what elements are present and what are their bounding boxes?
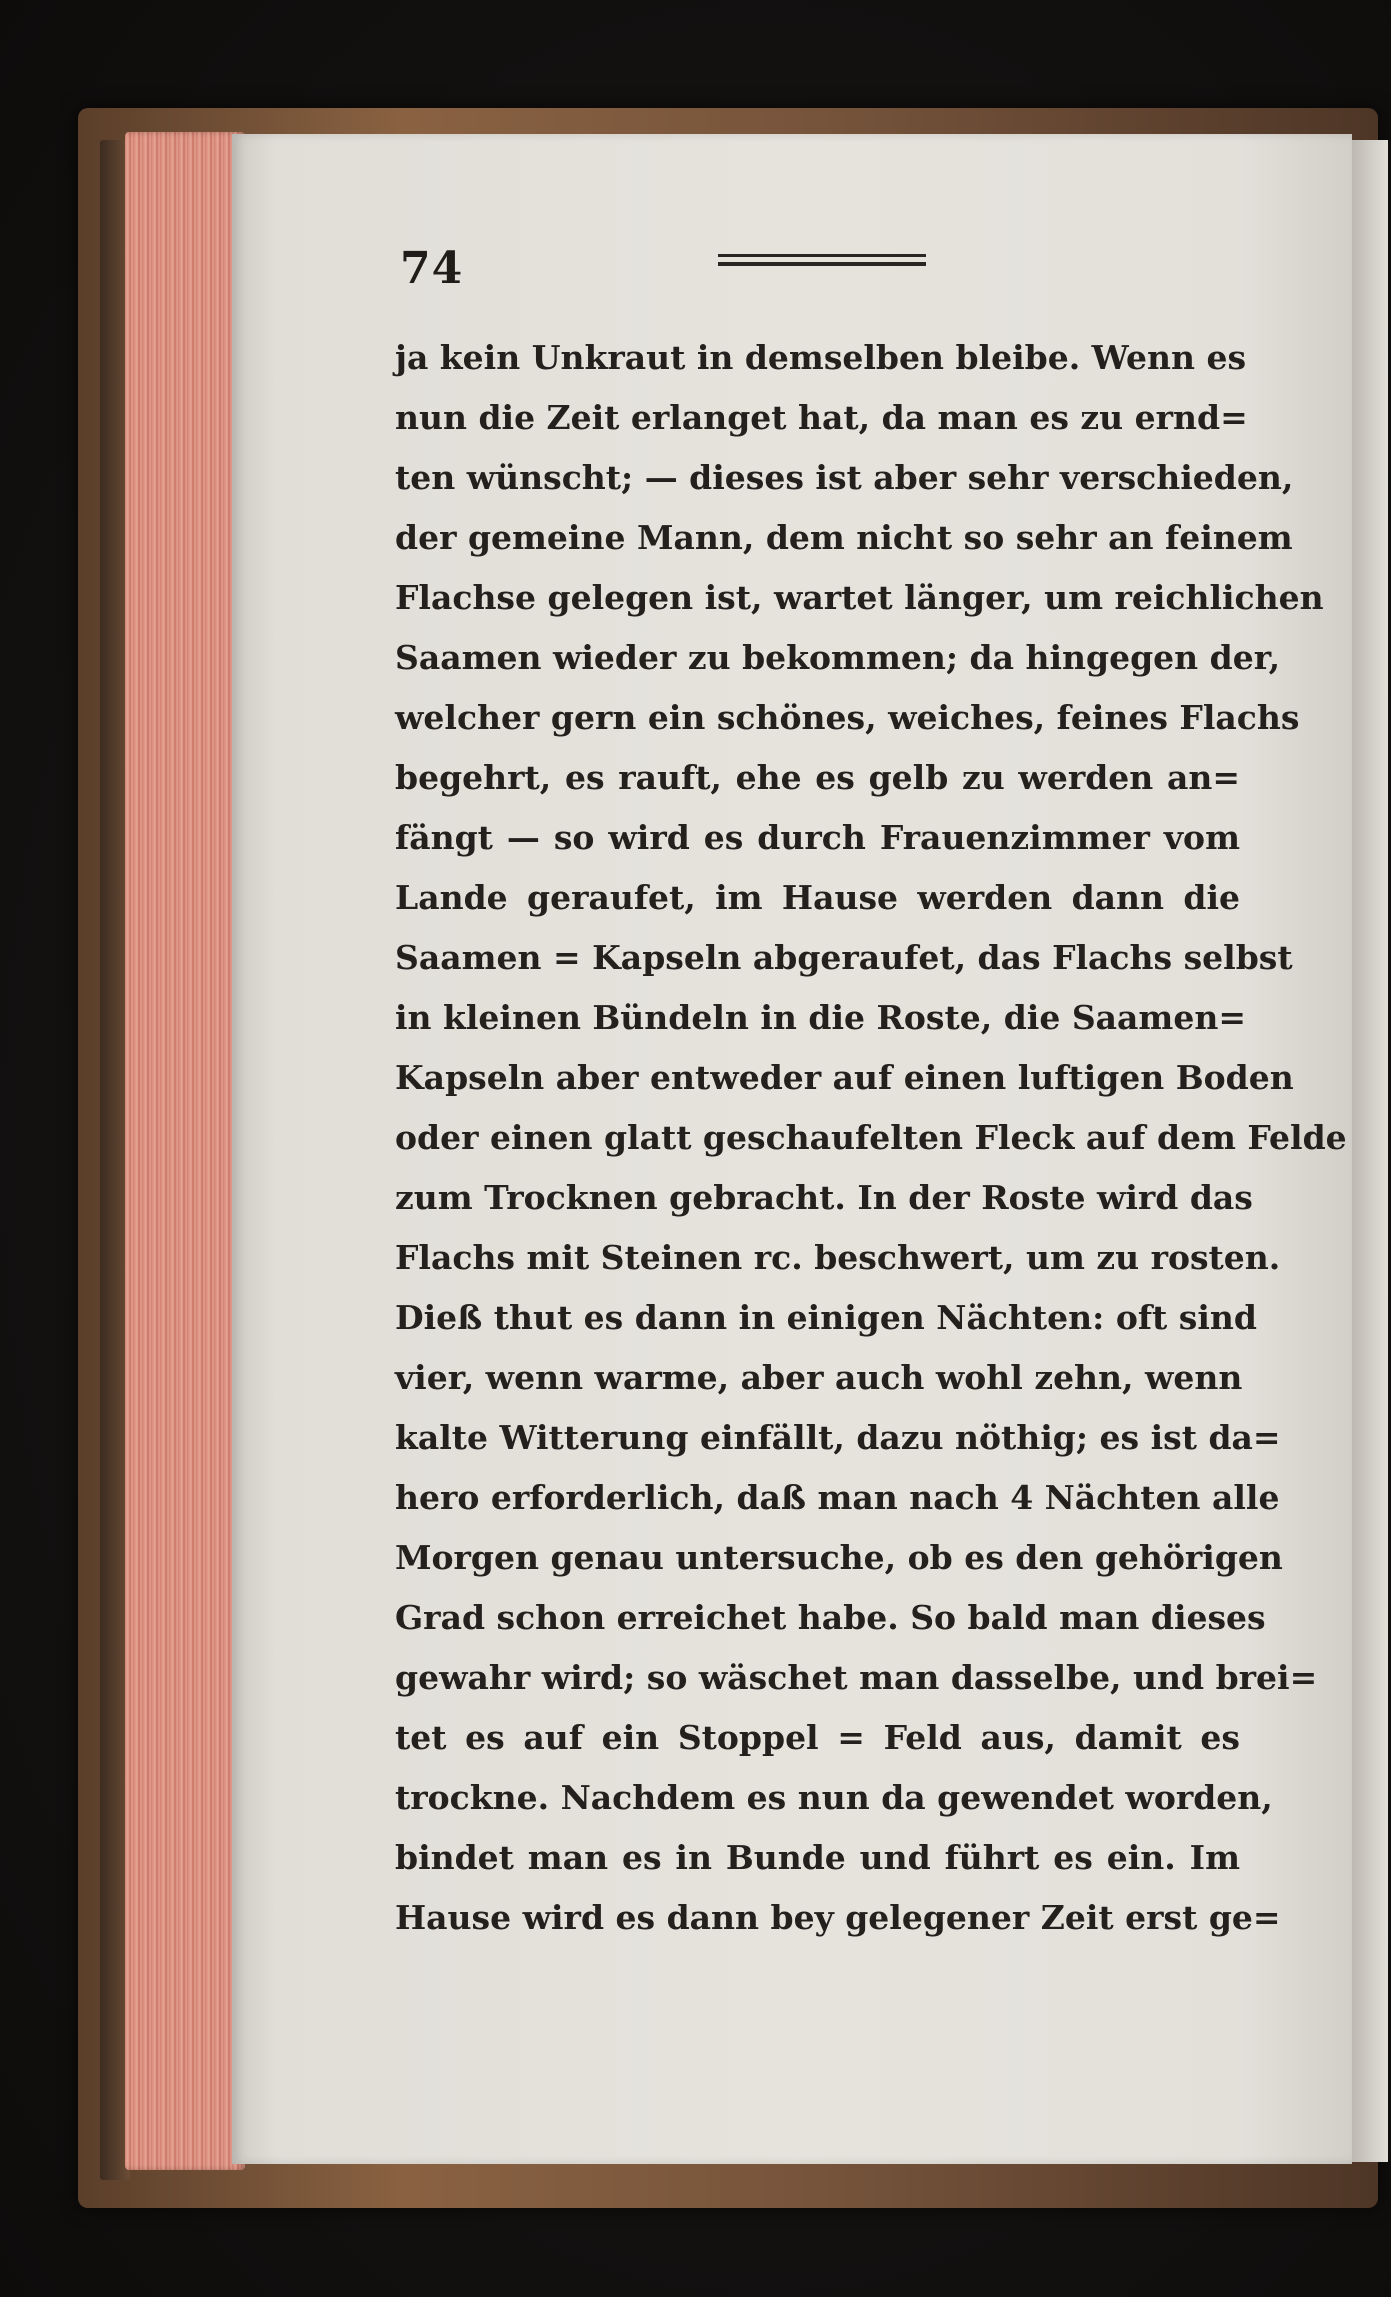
text-line: tet es auf ein Stoppel = Feld aus, damit es (395, 1718, 1240, 1757)
text-line: welcher gern ein schönes, weiches, feines Flachs (395, 698, 1300, 737)
text-line: Saamen = Kapseln abgeraufet, das Flachs selbst (395, 938, 1293, 977)
text-line: Saamen wieder zu bekommen; da hingegen der, (395, 638, 1281, 677)
text-line: Dieß thut es dann in einigen Nächten: oft sind (395, 1298, 1257, 1337)
text-line: in kleinen Bündeln in die Roste, die Saamen= (395, 998, 1246, 1037)
header-rule-thin (718, 254, 926, 257)
text-line: Grad schon erreichet habe. So bald man dieses (395, 1598, 1266, 1637)
text-line: trockne. Nachdem es nun da gewendet worden, (395, 1778, 1273, 1817)
text-line: ten wünscht; — dieses ist aber sehr verschieden, (395, 458, 1294, 497)
text-line: oder einen glatt geschaufelten Fleck auf dem Felde (395, 1118, 1347, 1157)
text-line: fängt — so wird es durch Frauenzimmer vom (395, 818, 1240, 857)
text-line: begehrt, es rauft, ehe es gelb zu werden an= (395, 758, 1240, 797)
text-line: kalte Witterung einfällt, dazu nöthig; es ist da= (395, 1418, 1281, 1457)
page-edges (125, 132, 245, 2170)
text-line: nun die Zeit erlanget hat, da man es zu ernd= (395, 398, 1248, 437)
text-line: Flachse gelegen ist, wartet länger, um reichlichen (395, 578, 1324, 617)
text-line: Flachs mit Steinen rc. beschwert, um zu rosten. (395, 1238, 1281, 1277)
text-line: zum Trocknen gebracht. In der Roste wird das (395, 1178, 1253, 1217)
header-rule (718, 254, 926, 268)
text-line: bindet man es in Bunde und führt es ein. Im (395, 1838, 1240, 1877)
text-line: Hause wird es dann bey gelegener Zeit erst ge= (395, 1898, 1281, 1937)
page-number: 74 (400, 243, 464, 294)
text-line: gewahr wird; so wäschet man dasselbe, und brei= (395, 1658, 1318, 1697)
facing-page-edge (1352, 140, 1388, 2162)
text-line: ja kein Unkraut in demselben bleibe. Wenn es (395, 338, 1247, 377)
text-line: der gemeine Mann, dem nicht so sehr an feinem (395, 518, 1293, 557)
text-line: Kapseln aber entweder auf einen luftigen Boden (395, 1058, 1294, 1097)
body-text (395, 328, 1347, 1948)
text-line: Morgen genau untersuche, ob es den gehörigen (395, 1538, 1283, 1577)
text-line: Lande geraufet, im Hause werden dann die (395, 878, 1240, 917)
text-line: hero erforderlich, daß man nach 4 Nächten alle (395, 1478, 1280, 1517)
header-rule-thick (718, 262, 926, 266)
text-line: vier, wenn warme, aber auch wohl zehn, wenn (395, 1358, 1243, 1397)
